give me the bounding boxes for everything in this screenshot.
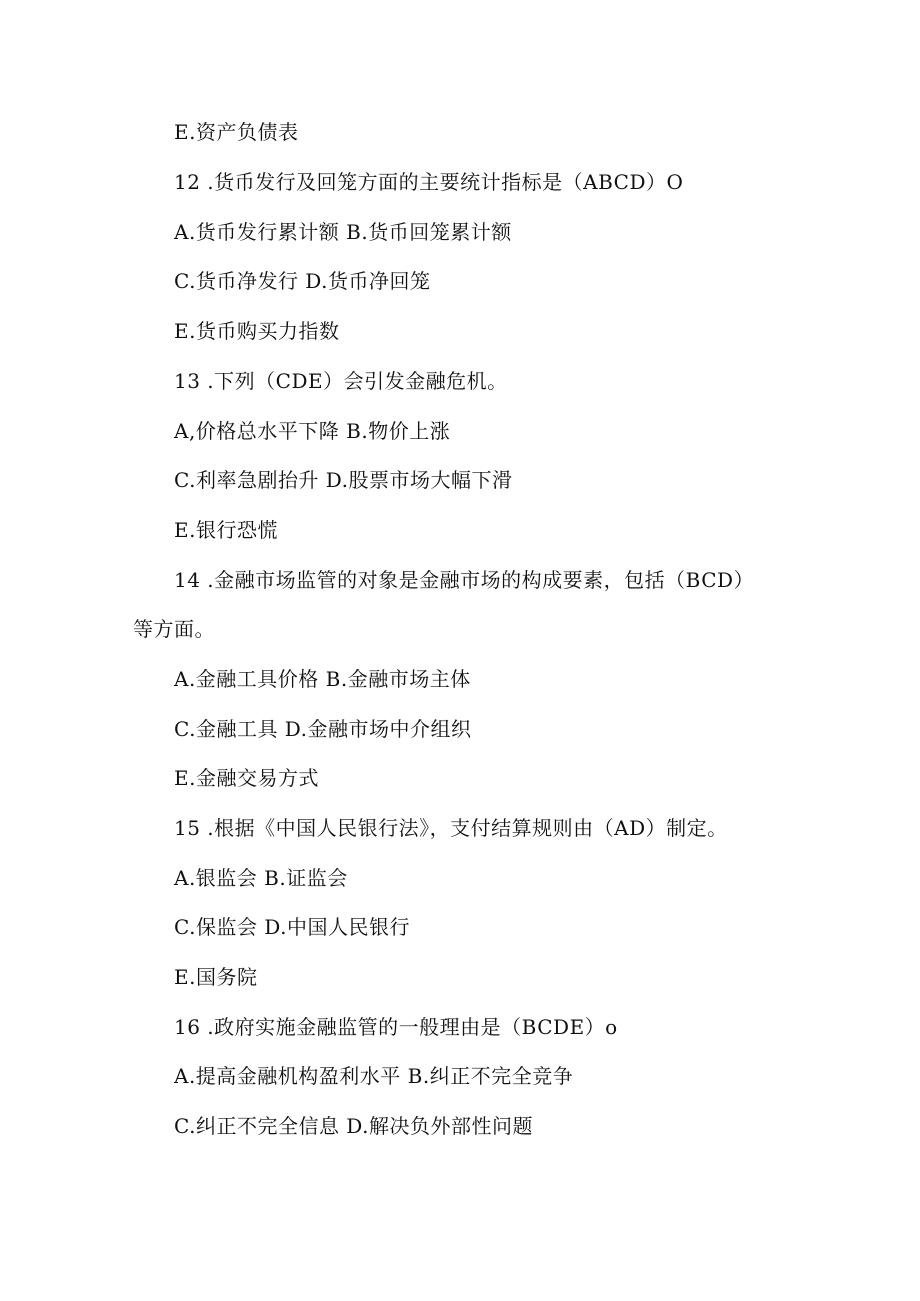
question-line: 15 .根据《中国人民银行法》，支付结算规则由（AD）制定。 (174, 816, 728, 840)
option-line: A.提高金融机构盈利水平 B.纠正不完全竞争 (174, 1064, 574, 1088)
question-line: 14 .金融市场监管的对象是金融市场的构成要素，包括（BCD） (174, 568, 755, 592)
option-line: A.货币发行累计额 B.货币回笼累计额 (174, 220, 512, 244)
question-line: 12 .货币发行及回笼方面的主要统计指标是（ABCD）O (174, 170, 684, 194)
option-line: E.金融交易方式 (174, 766, 319, 790)
option-line: A,价格总水平下降 B.物价上涨 (174, 419, 451, 443)
option-line: C.保监会 D.中国人民银行 (174, 915, 410, 939)
option-line: C.金融工具 D.金融市场中介组织 (174, 717, 472, 741)
option-line: A.金融工具价格 B.金融市场主体 (174, 667, 471, 691)
option-line: E.资产负债表 (174, 120, 299, 144)
question-line: 16 .政府实施金融监管的一般理由是（BCDE）o (174, 1015, 618, 1039)
option-line: E.银行恐慌 (174, 518, 278, 542)
option-line: E.国务院 (174, 965, 258, 989)
question-line: 13 .下列（CDE）会引发金融危机。 (174, 369, 508, 393)
option-line: E.货币购买力指数 (174, 319, 340, 343)
option-line: C.货币净发行 D.货币净回笼 (174, 269, 431, 293)
option-line: A.银监会 B.证监会 (174, 866, 348, 890)
question-continuation-line: 等方面。 (133, 617, 215, 641)
option-line: C.利率急剧抬升 D.股票市场大幅下滑 (174, 468, 513, 492)
option-line: C.纠正不完全信息 D.解决负外部性问题 (174, 1114, 533, 1138)
